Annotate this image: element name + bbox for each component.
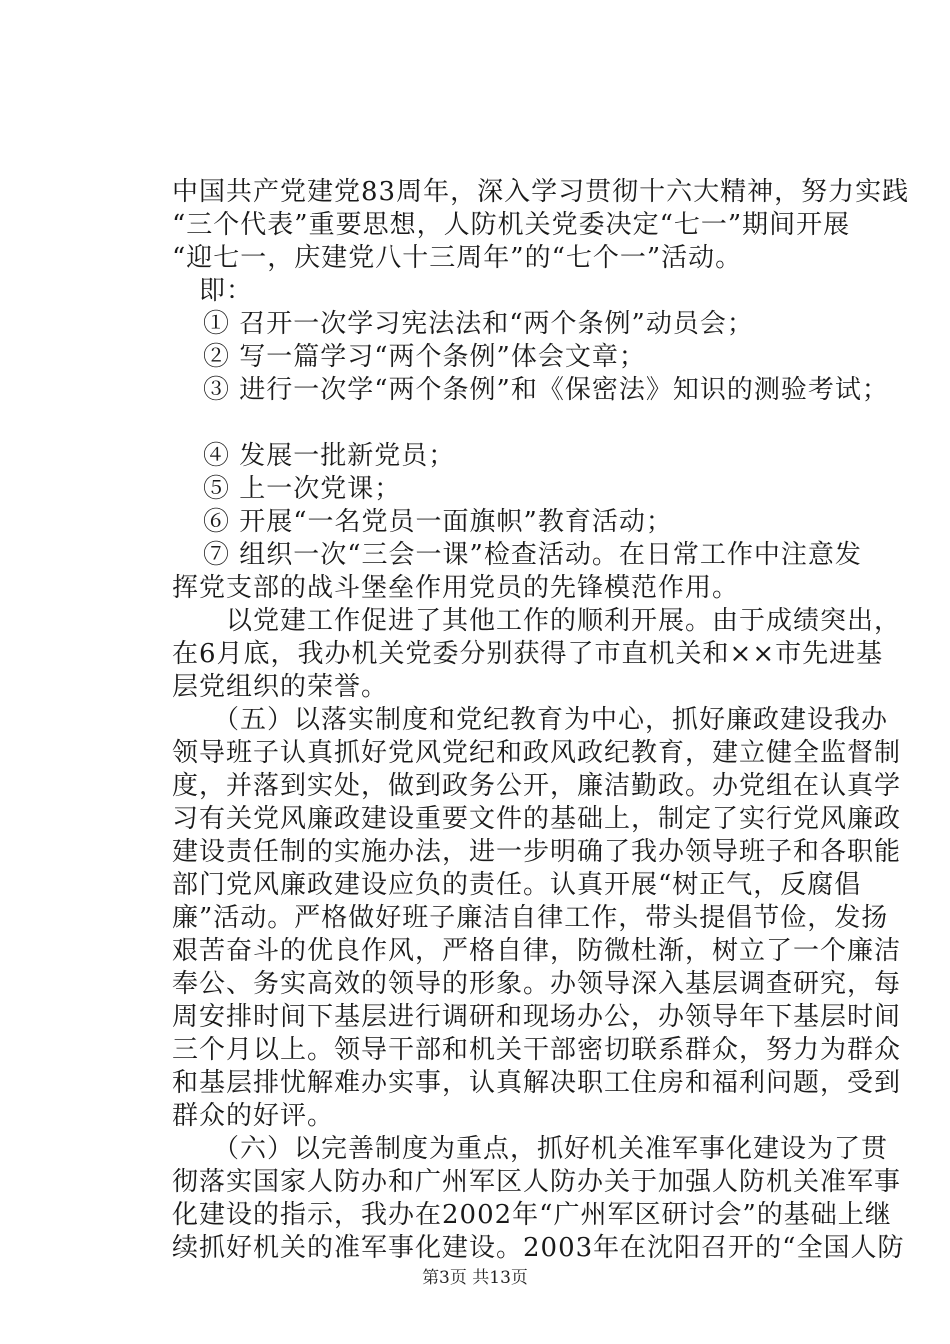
text-line: 艰苦奋斗的优良作风，严格自律，防微杜渐，树立了一个廉洁 — [172, 936, 902, 966]
text-line: 习有关党风廉政建设重要文件的基础上，制定了实行党风廉政 — [172, 804, 902, 834]
blank-line — [172, 407, 840, 440]
text-line: 奉公、务实高效的领导的形象。办领导深入基层调查研究，每 — [172, 969, 902, 999]
list-item: ③ 进行一次学“两个条例”和《保密法》知识的测验考试； — [176, 375, 889, 405]
text-line: “迎七一，庆建党八十三周年”的“七个一”活动。 — [172, 243, 743, 273]
list-item: ⑥ 开展“一名党员一面旗帜”教育活动； — [176, 507, 673, 537]
text-line: 建设责任制的实施办法，进一步明确了我办领导班子和各职能 — [172, 837, 902, 867]
text-line: 以党建工作促进了其他工作的顺利开展。由于成绩突出， — [172, 606, 902, 636]
text-line: 廉”活动。严格做好班子廉洁自律工作，带头提倡节俭，发扬 — [172, 903, 889, 933]
list-item: ④ 发展一批新党员； — [176, 441, 456, 471]
text-line: 化建设的指示，我办在2002年“广州军区研讨会”的基础上继 — [172, 1200, 892, 1230]
text-line: 层党组织的荣誉。 — [172, 672, 389, 702]
document-body — [172, 176, 910, 1265]
text-line: （六）以完善制度为重点，抓好机关准军事化建设为了贯 — [172, 1134, 889, 1164]
page-footer — [0, 1268, 950, 1288]
text-line: 即： — [172, 276, 254, 306]
text-line: 在6月底，我办机关党委分别获得了市直机关和××市先进基 — [172, 639, 884, 669]
text-line: 群众的好评。 — [172, 1101, 335, 1131]
text-line: 中国共产党建党83周年，深入学习贯彻十六大精神，努力实践 — [172, 177, 910, 207]
text-line: 和基层排忧解难办实事，认真解决职工住房和福利问题，受到 — [172, 1068, 902, 1098]
text-line: 三个月以上。领导干部和机关干部密切联系群众，努力为群众 — [172, 1035, 902, 1065]
list-item: ⑦ 组织一次“三会一课”检查活动。在日常工作中注意发 — [176, 540, 862, 570]
text-line: 领导班子认真抓好党风党纪和政风政纪教育，建立健全监督制 — [172, 738, 902, 768]
text-line: （五）以落实制度和党纪教育为中心，抓好廉政建设我办 — [172, 705, 889, 735]
text-line: 度，并落到实处，做到政务公开，廉洁勤政。办党组在认真学 — [172, 771, 902, 801]
text-line: 挥党支部的战斗堡垒作用党员的先锋模范作用。 — [172, 573, 740, 603]
text-line: “三个代表”重要思想，人防机关党委决定“七一”期间开展 — [172, 210, 851, 240]
list-item: ① 召开一次学习宪法法和“两个条例”动员会； — [176, 309, 754, 339]
text-line: 周安排时间下基层进行调研和现场办公，办领导年下基层时间 — [172, 1002, 902, 1032]
text-line: 彻落实国家人防办和广州军区人防办关于加强人防机关准军事 — [172, 1167, 902, 1197]
text-line: 部门党风廉政建设应负的责任。认真开展“树正气，反腐倡 — [172, 870, 862, 900]
list-item: ② 写一篇学习“两个条例”体会文章； — [176, 342, 646, 372]
list-item: ⑤ 上一次党课； — [176, 474, 402, 504]
page-number-label: 第3页 共13页 — [422, 1268, 528, 1288]
text-line: 续抓好机关的准军事化建设。2003年在沈阳召开的“全国人防 — [172, 1233, 905, 1263]
